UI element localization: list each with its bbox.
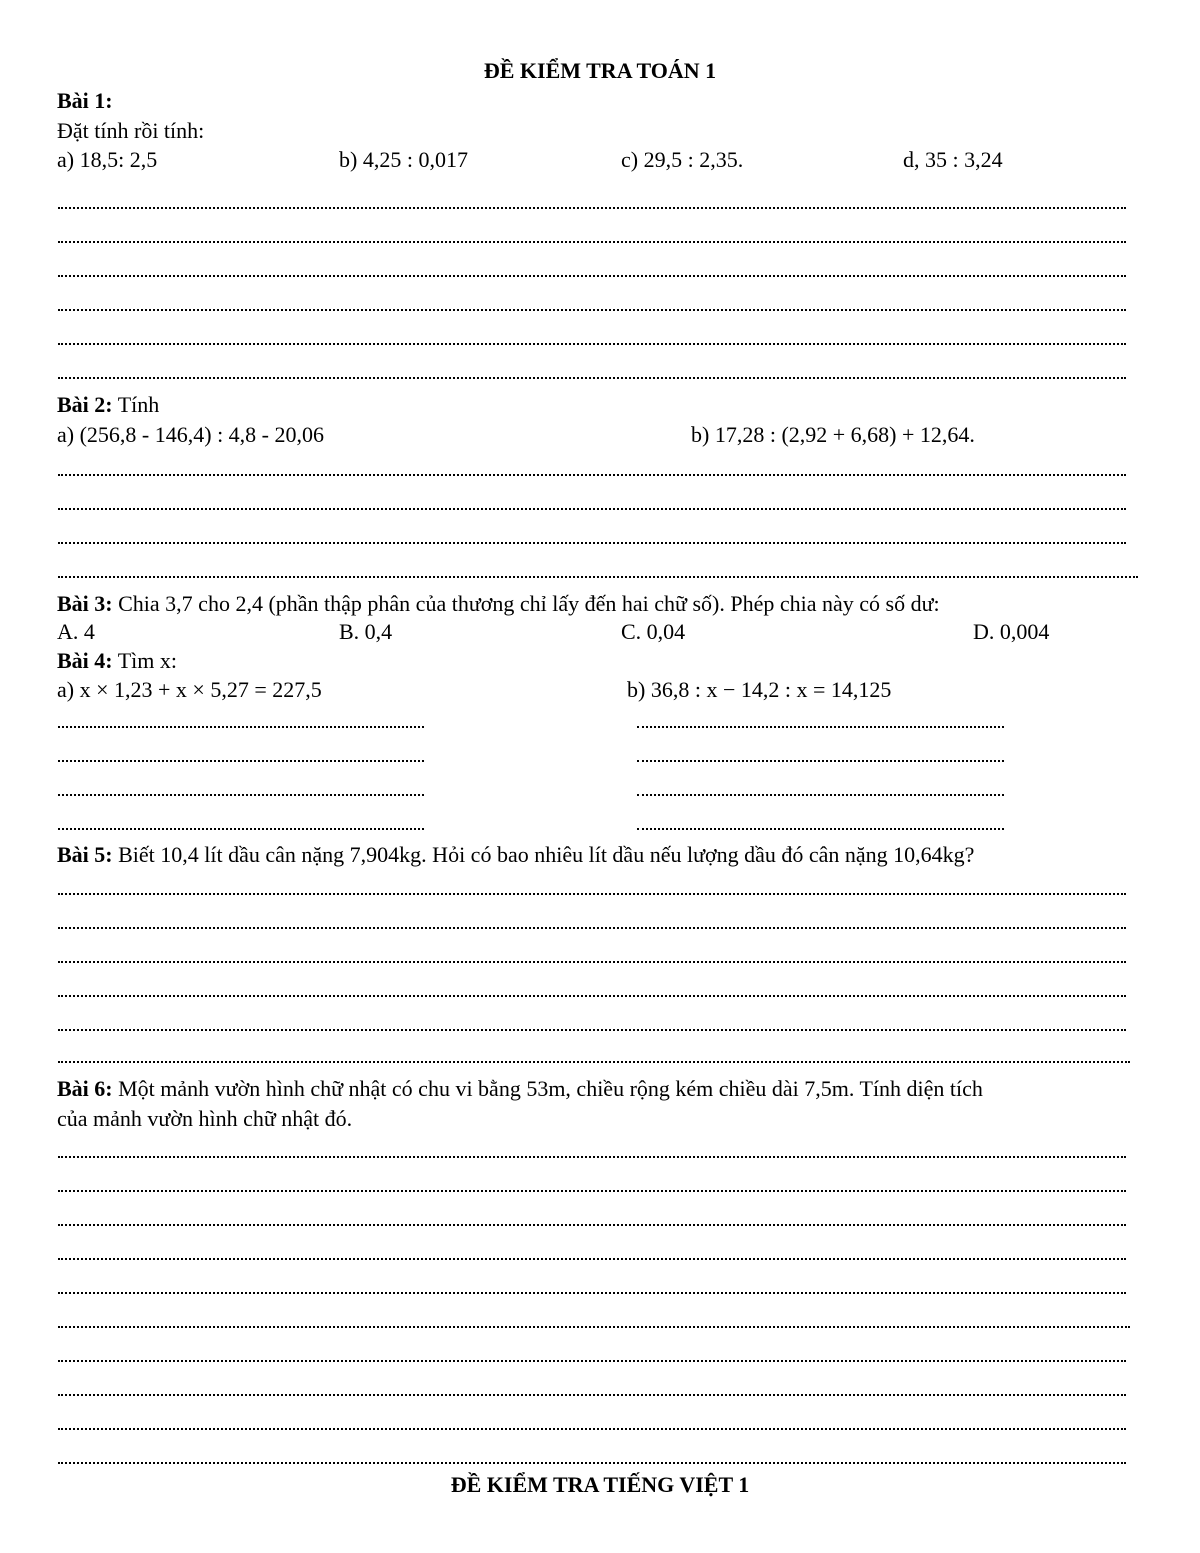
bai3-option-b[interactable]: B. 0,4 [339, 619, 393, 644]
answer-line[interactable] [58, 1428, 1126, 1430]
bai6-text-continued: của mảnh vườn hình chữ nhật đó. [57, 1106, 353, 1131]
bai2-text: Tính [112, 392, 160, 417]
bai5-question [57, 842, 974, 868]
bai3-heading: Bài 3: [57, 591, 113, 616]
answer-line[interactable] [637, 760, 1004, 762]
page-title: ĐỀ KIỂM TRA TOÁN 1 [483, 58, 717, 83]
answer-line[interactable] [58, 726, 424, 728]
bai4-question [57, 648, 177, 674]
answer-line[interactable] [58, 1029, 1126, 1031]
bai1-heading: Bài 1: [57, 88, 113, 113]
answer-line[interactable] [58, 1190, 1126, 1192]
footer-title: ĐỀ KIỂM TRA TIẾNG VIỆT 1 [450, 1472, 750, 1497]
answer-line[interactable] [58, 241, 1126, 243]
answer-line[interactable] [58, 508, 1126, 510]
bai3-question [57, 591, 940, 617]
bai6-question [57, 1076, 983, 1102]
answer-line[interactable] [58, 474, 1126, 476]
bai1-item-b: b) 4,25 : 0,017 [339, 147, 468, 172]
bai1-item-d: d, 35 : 3,24 [903, 147, 1003, 172]
answer-line[interactable] [58, 893, 1126, 895]
answer-line[interactable] [58, 542, 1126, 544]
bai4-text: Tìm x: [112, 648, 178, 673]
bai3-option-c[interactable]: C. 0,04 [621, 619, 686, 644]
bai1-item-c: c) 29,5 : 2,35. [621, 147, 744, 172]
bai2-item-a: a) (256,8 - 146,4) : 4,8 - 20,06 [57, 422, 325, 447]
answer-line[interactable] [58, 207, 1126, 209]
bai3-option-d[interactable]: D. 0,004 [973, 619, 1050, 644]
bai1-item-a: a) 18,5: 2,5 [57, 147, 158, 172]
answer-line[interactable] [58, 1258, 1126, 1260]
bai4-item-a: a) x × 1,23 + x × 5,27 = 227,5 [57, 677, 322, 702]
answer-line[interactable] [58, 275, 1126, 277]
answer-line[interactable] [58, 760, 424, 762]
bai2-heading: Bài 2: [57, 392, 113, 417]
bai4-heading: Bài 4: [57, 648, 113, 673]
answer-line[interactable] [58, 1292, 1126, 1294]
bai2-item-b: b) 17,28 : (2,92 + 6,68) + 12,64. [691, 422, 975, 447]
bai5-text: Biết 10,4 lít dầu cân nặng 7,904kg. Hỏi có bao nhiêu lít dầu nếu lượng dầu đó cân nặng 10,64kg? [112, 842, 975, 867]
answer-line[interactable] [58, 828, 424, 830]
bai3-text: Chia 3,7 cho 2,4 (phần thập phân của thương chỉ lấy đến hai chữ số). Phép chia này có số dư: [112, 591, 940, 616]
bai4-item-b: b) 36,8 : x − 14,2 : x = 14,125 [627, 677, 892, 702]
answer-line[interactable] [58, 1360, 1126, 1362]
answer-line[interactable] [637, 726, 1004, 728]
answer-line[interactable] [58, 576, 1138, 578]
bai3-option-a[interactable]: A. 4 [57, 619, 95, 644]
answer-line[interactable] [58, 1394, 1126, 1396]
answer-line[interactable] [58, 1156, 1126, 1158]
answer-line[interactable] [58, 377, 1126, 379]
bai1-instruction: Đặt tính rồi tính: [57, 118, 205, 143]
bai5-heading: Bài 5: [57, 842, 113, 867]
answer-line[interactable] [58, 961, 1126, 963]
answer-line[interactable] [637, 828, 1004, 830]
answer-line[interactable] [58, 343, 1126, 345]
answer-line[interactable] [58, 1326, 1130, 1328]
answer-line[interactable] [637, 794, 1004, 796]
answer-line[interactable] [58, 1462, 1126, 1464]
answer-line[interactable] [58, 927, 1126, 929]
answer-line[interactable] [58, 794, 424, 796]
answer-line[interactable] [58, 1061, 1130, 1063]
bai6-heading: Bài 6: [57, 1076, 113, 1101]
bai2-question [57, 392, 159, 418]
bai6-text: Một mảnh vườn hình chữ nhật có chu vi bằng 53m, chiều rộng kém chiều dài 7,5m. Tính diện tích [112, 1076, 983, 1101]
answer-line[interactable] [58, 995, 1126, 997]
answer-line[interactable] [58, 309, 1126, 311]
answer-line[interactable] [58, 1224, 1126, 1226]
